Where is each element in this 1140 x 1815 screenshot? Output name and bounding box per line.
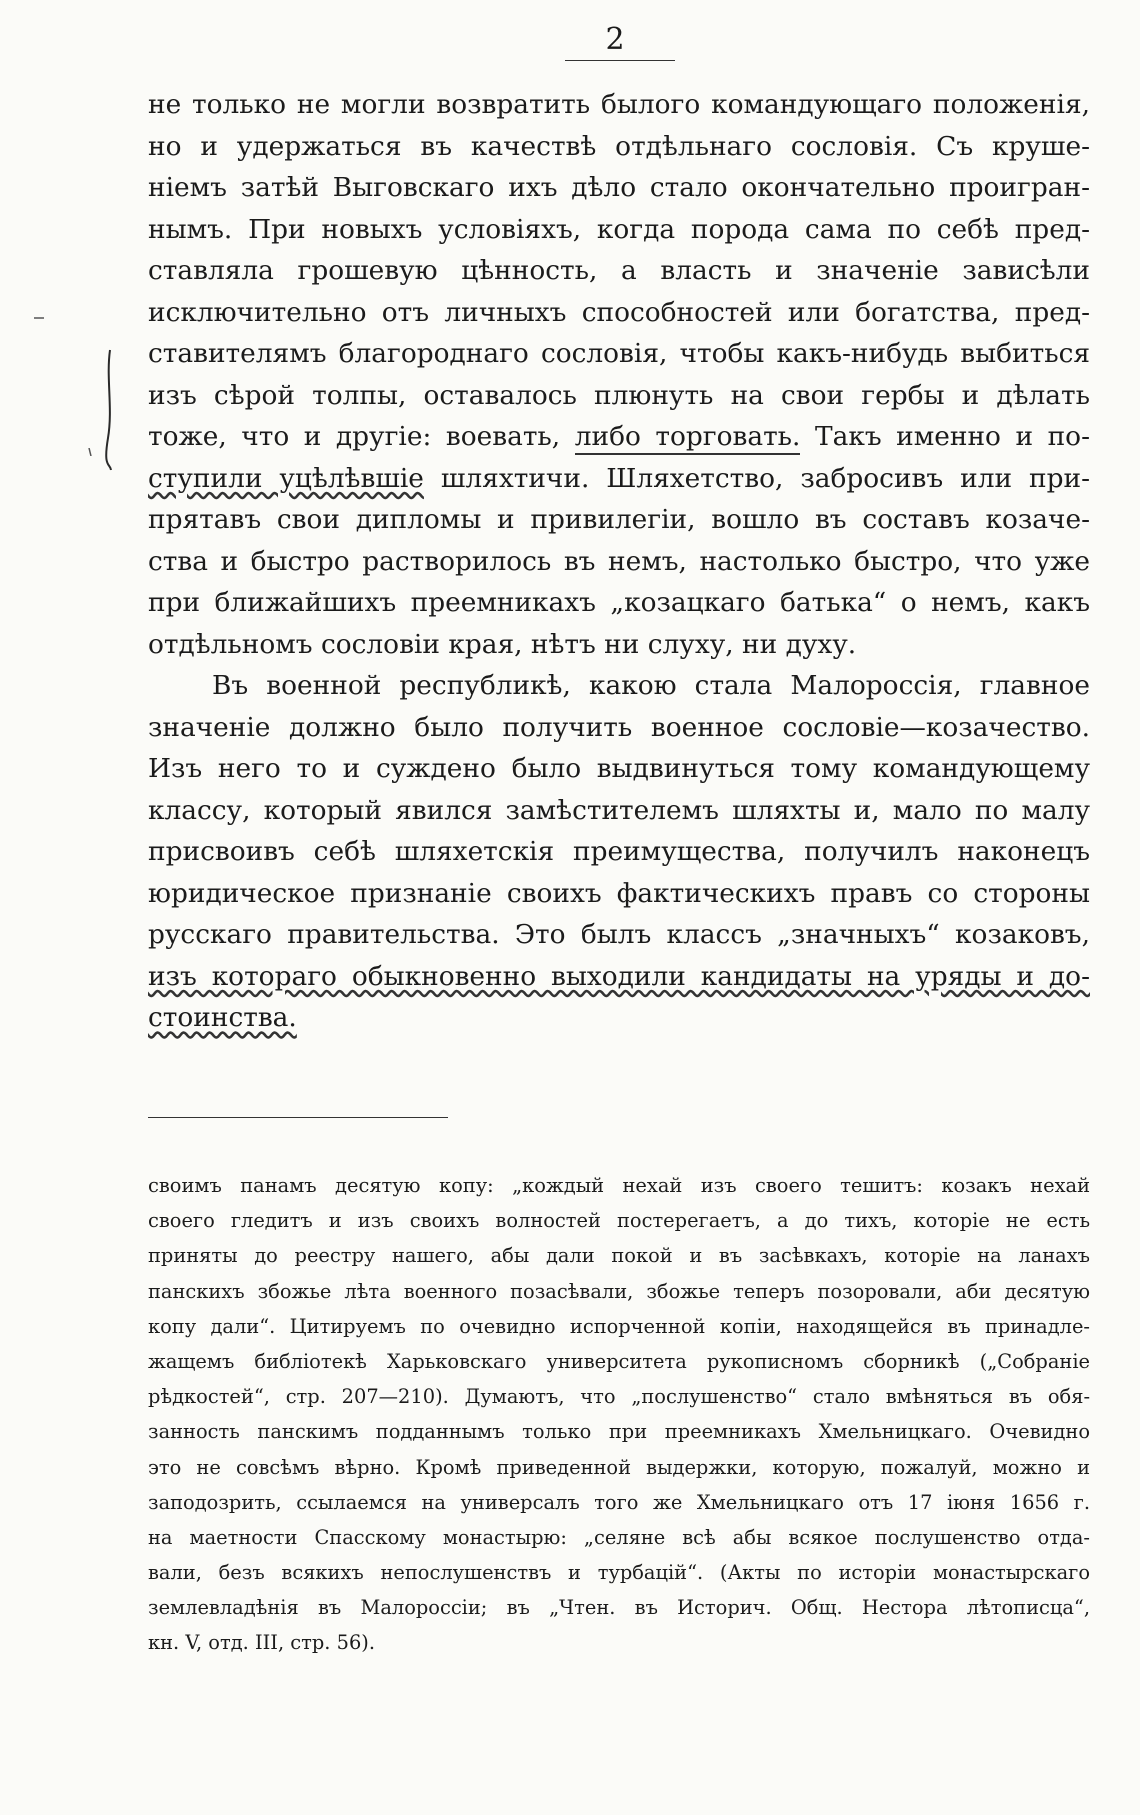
text-line: классу, который явился замѣстителемъ шляхты и, мало по малу — [148, 794, 1090, 826]
pencil-underline: стоинства. — [148, 1002, 297, 1033]
footnote-line: своимъ панамъ десятую копу: „кождый нехай изъ своего тешитъ: козакъ нехай — [148, 1174, 1090, 1197]
margin-pencil-mark — [104, 348, 116, 472]
page-number-rule — [565, 60, 675, 61]
text-line-underlined — [148, 997, 1090, 1039]
text-line: при ближайшихъ преемникахъ „козацкаго батька“ о немъ, какъ — [148, 587, 1090, 618]
margin-tick-mark — [86, 448, 96, 456]
footnote-line: жащемъ библіотекѣ Харьковскаго университета рукописномъ сборникѣ („Собраніе — [148, 1349, 1090, 1373]
footnote-line: рѣдкостей“, стр. 207—210). Думаютъ, что „послушенство“ стало вмѣняться въ обя- — [148, 1385, 1090, 1409]
footnote-line: приняты до реестру нашего, абы дали покой и въ засѣвкахъ, которіе на ланахъ — [148, 1244, 1090, 1268]
paragraph-start: Въ военной республикѣ, какою стала Малороссія, главное — [212, 670, 1090, 701]
text-line-underlined: ступили уцѣлѣвшіе шляхтичи. Шляхетство, забросивъ или при- — [148, 462, 1090, 494]
footnote-line: на маетности Спасскому монастырю: „селяне всѣ абы всякое послушенство отда- — [148, 1525, 1090, 1549]
margin-tick-mark — [34, 314, 44, 322]
text-line: ставителямъ благороднаго сословія, чтобы какъ-нибудь выбиться — [148, 338, 1090, 369]
footnote-line: кн. V, отд. III, стр. 56). — [148, 1631, 376, 1655]
main-text — [148, 84, 1090, 1039]
footnote-line: панскихъ збожье лѣта военного позасѣвали, збожье теперъ позоровали, аби десятую — [148, 1279, 1090, 1303]
pencil-underline: изъ котораго обыкновенно выходили кандидаты на уряды и до- — [148, 960, 1090, 992]
text-line: Изъ него то и суждено было выдвинуться тому командующему — [148, 753, 1090, 784]
text-line-underlined — [148, 956, 1090, 998]
footnote — [148, 1168, 1090, 1661]
text-line-underlined: тоже, что и другіе: воевать, либо торговать. Такъ именно и по- — [148, 416, 1090, 458]
text-line: значеніе должно было получить военное сословіе—козачество. — [148, 711, 1090, 743]
text-line: ставляла грошевую цѣнность, а власть и значеніе зависѣли — [148, 255, 1090, 286]
footnote-line: землевладѣнія въ Малороссіи; въ „Чтен. въ Историч. Общ. Нестора лѣтописца“, — [148, 1596, 1090, 1620]
page-number: 2 — [605, 22, 625, 57]
text-line: прятавъ свои дипломы и привилегіи, вошло въ составъ козаче- — [148, 504, 1090, 535]
pencil-underline: либо торговать. — [575, 421, 801, 455]
text-line: не только не могли возвратить былого командующаго положенія, — [148, 89, 1090, 120]
text-line: изъ сѣрой толпы, оставалось плюнуть на свои гербы и дѣлать — [148, 379, 1090, 411]
text-line: нымъ. При новыхъ условіяхъ, когда порода сама по себѣ пред- — [148, 213, 1090, 245]
footnote-divider — [148, 1117, 448, 1118]
footnote-line: копу дали“. Цитируемъ по очевидно испорченной копіи, находящейся въ принадле- — [148, 1314, 1090, 1338]
text-line: ства и быстро растворилось въ немъ, настолько быстро, что уже — [148, 545, 1090, 577]
text-line: русскаго правительства. Это былъ классъ „значныхъ“ козаковъ, — [148, 919, 1090, 950]
text-line: отдѣльномъ сословіи края, нѣтъ ни слуху, ни духу. — [148, 628, 857, 660]
text-line: но и удержаться въ качествѣ отдѣльнаго сословія. Съ круше- — [148, 130, 1090, 162]
footnote-line: занность панскимъ подданнымъ только при преемникахъ Хмельницкаго. Очевидно — [148, 1420, 1090, 1444]
footnote-line: вали, безъ всякихъ непослушенствъ и турбацій“. (Акты по исторіи монастырскаго — [148, 1561, 1090, 1585]
pencil-underline: ступили уцѣлѣвшіе — [148, 462, 424, 494]
text-line: исключительно отъ личныхъ способностей или богатства, пред- — [148, 296, 1090, 328]
footnote-line: заподозрить, ссылаемся на универсалъ того же Хмельницкаго отъ 17 іюня 1656 г. — [148, 1490, 1090, 1514]
text-line: юридическое признаніе своихъ фактическихъ правъ со стороны — [148, 877, 1090, 909]
text-line: ніемъ затѣй Выговскаго ихъ дѣло стало окончательно проигран- — [148, 172, 1090, 203]
footnote-line: своего гледитъ и изъ своихъ волностей постерегаетъ, а до тихъ, которіе не есть — [148, 1209, 1090, 1233]
footnote-line: это не совсѣмъ вѣрно. Кромѣ приведенной выдержки, которую, пожалуй, можно и — [148, 1455, 1090, 1479]
text-line: присвоивъ себѣ шляхетскія преимущества, получилъ наконецъ — [148, 836, 1090, 867]
